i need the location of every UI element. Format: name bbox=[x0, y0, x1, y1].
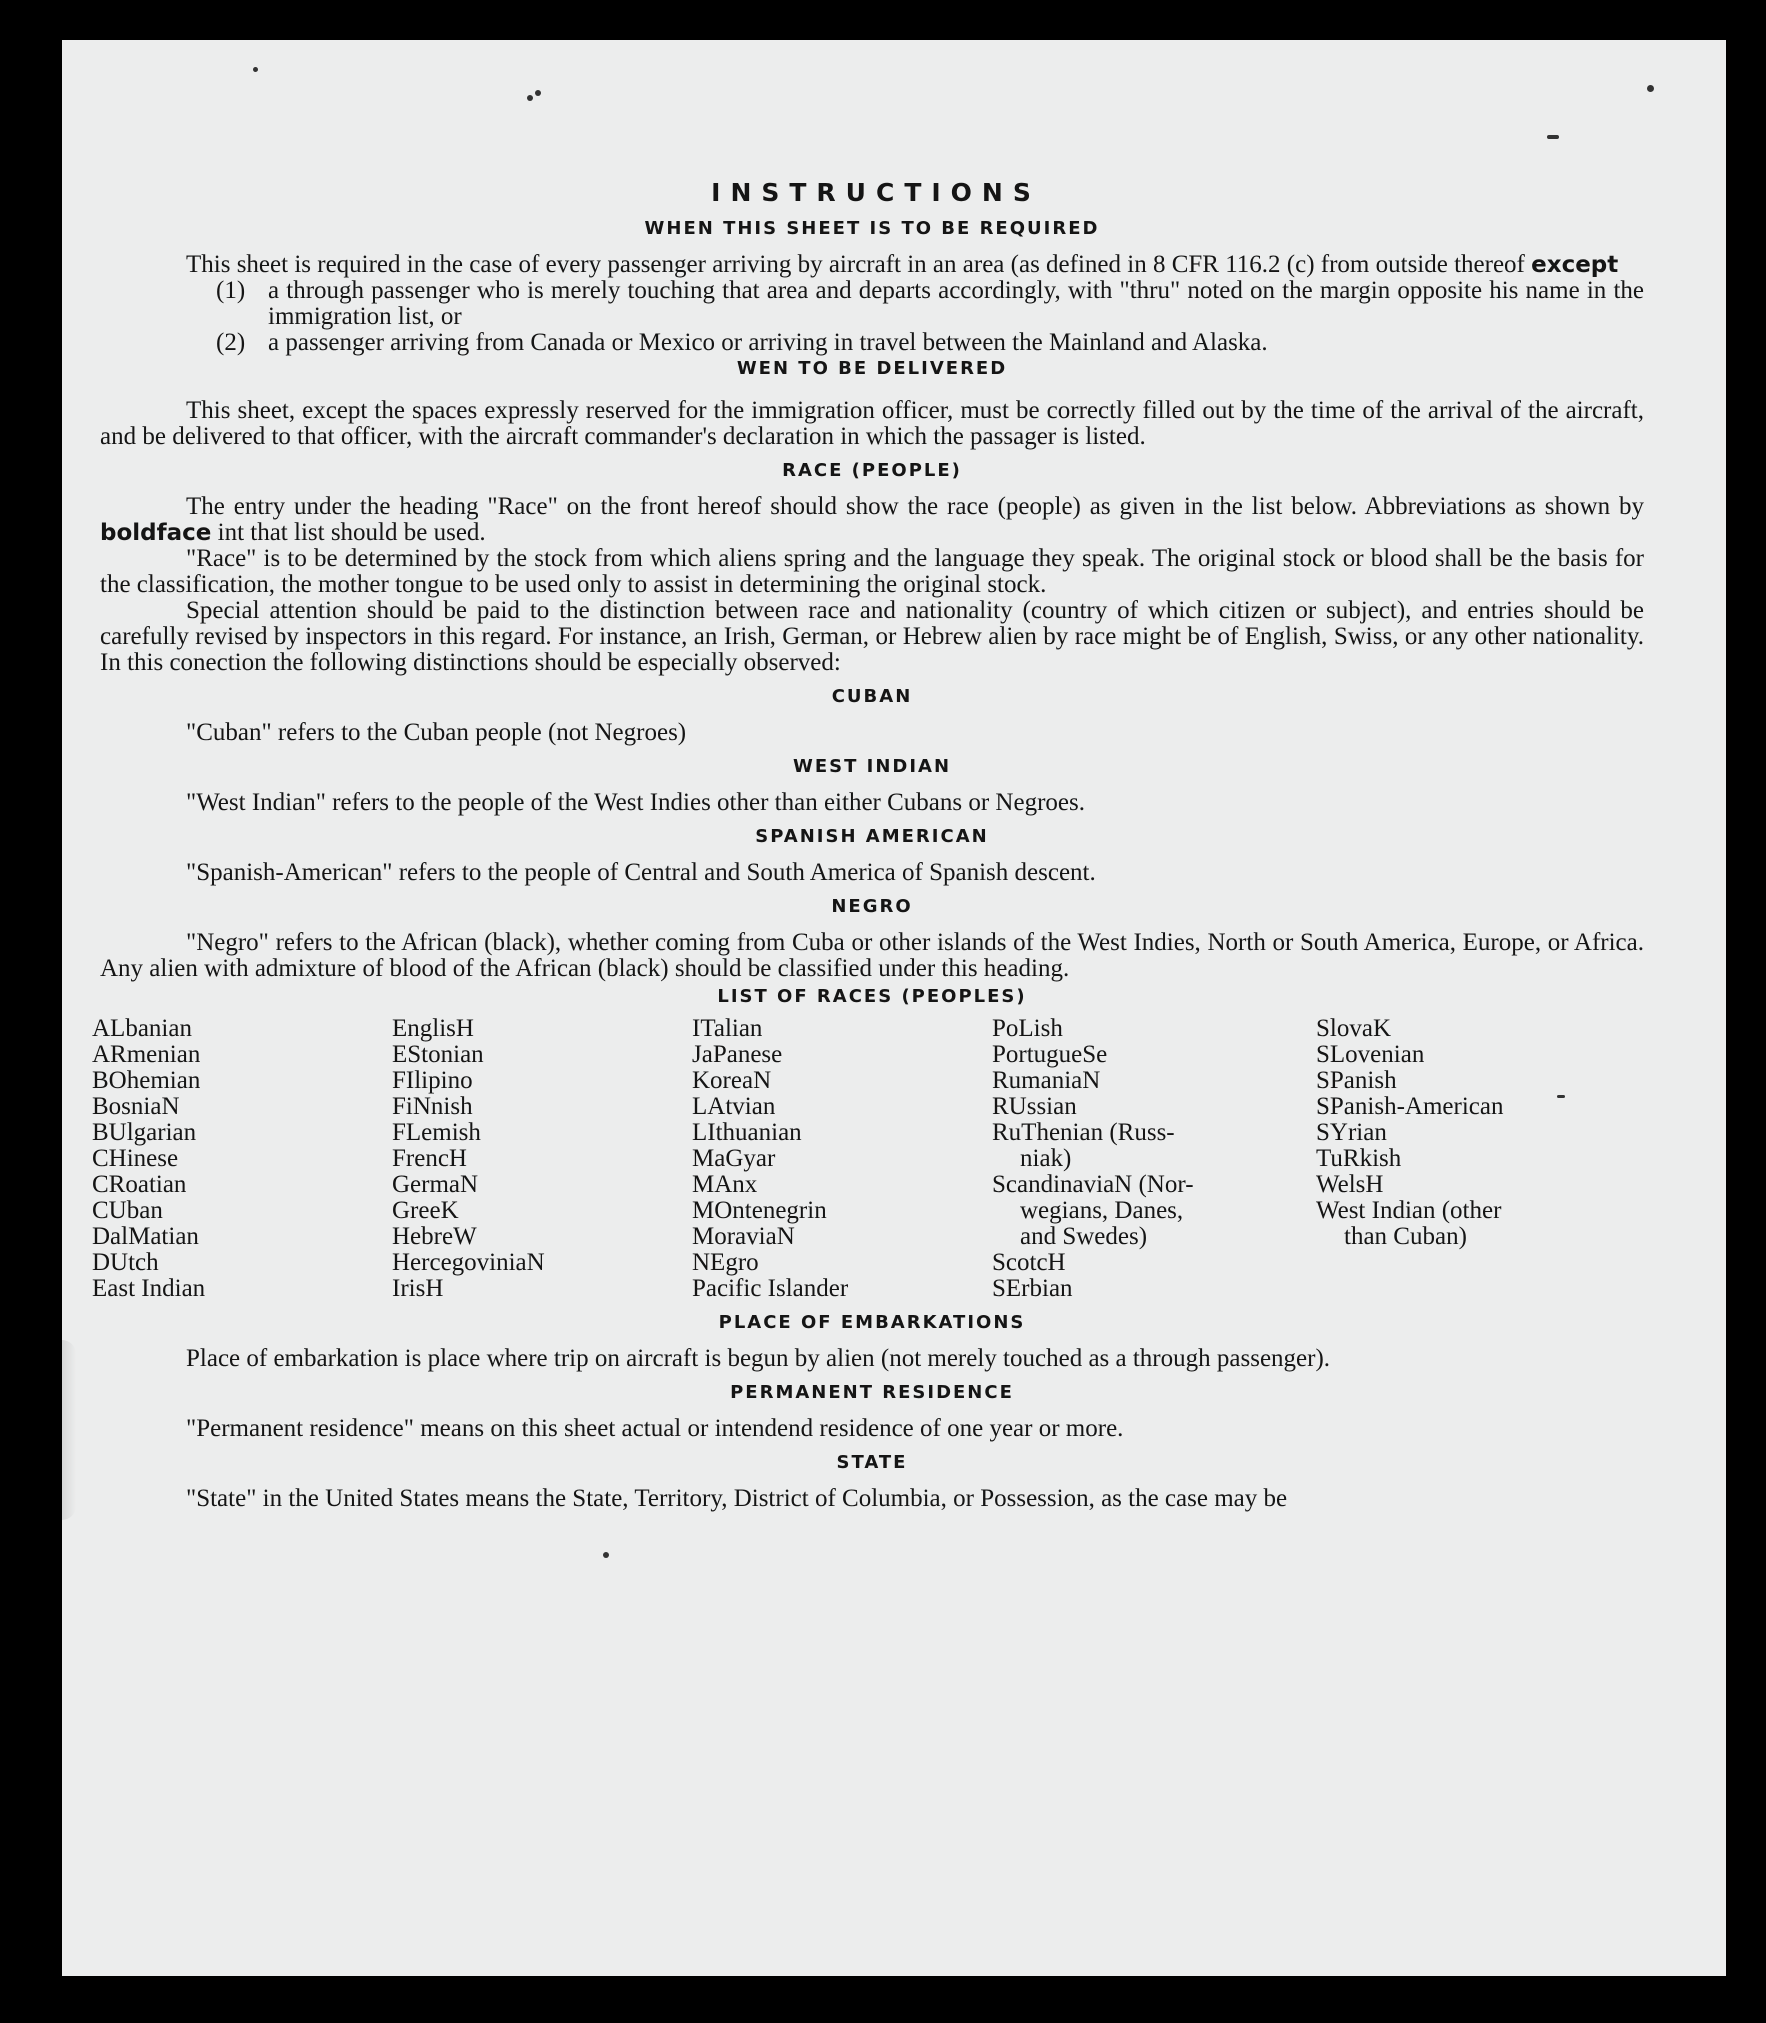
race-list-item: JaPanese bbox=[692, 1041, 783, 1068]
boldface-bold-text: boldface bbox=[100, 520, 212, 546]
race-list-item: BosniaN bbox=[92, 1093, 180, 1120]
race-list-item: FLemish bbox=[392, 1119, 481, 1146]
race-list-item: than Cuban) bbox=[1344, 1223, 1467, 1250]
race-list-item: HebreW bbox=[392, 1223, 477, 1250]
race-list-item: MOntenegrin bbox=[692, 1197, 827, 1224]
page-title: INSTRUCTIONS bbox=[711, 178, 1041, 207]
race-list-item: niak) bbox=[1020, 1145, 1072, 1172]
scan-speck bbox=[527, 95, 533, 101]
race-list-item: HercegoviniaN bbox=[392, 1249, 545, 1276]
embarkation-text: Place of embarkation is place where trip on aircraft is begun by alien (not merely touched as a through passenger). bbox=[186, 1345, 1331, 1372]
race-list-item: CHinese bbox=[92, 1145, 179, 1172]
race-list-item: West Indian (other bbox=[1316, 1197, 1502, 1224]
race-list-item: SPanish-American bbox=[1316, 1093, 1504, 1120]
race-list-item: MaGyar bbox=[692, 1145, 776, 1172]
race-list-item: SErbian bbox=[992, 1275, 1073, 1302]
race-list-item: SPanish bbox=[1316, 1067, 1397, 1094]
race-list-item: RumaniaN bbox=[992, 1067, 1101, 1094]
heading-west-indian: WEST INDIAN bbox=[792, 756, 952, 777]
race-list-item: ALbanian bbox=[92, 1015, 192, 1042]
race-list-item: WelsH bbox=[1316, 1171, 1384, 1198]
race-list-item: CRoatian bbox=[92, 1171, 187, 1198]
scan-speck bbox=[1547, 135, 1559, 139]
race-list-item: DUtch bbox=[92, 1249, 159, 1276]
race-list-item: FrencH bbox=[392, 1145, 467, 1172]
instructions-content bbox=[92, 178, 1644, 1512]
race-paragraph-2: "Race" is to be determined by the stock from which aliens spring and the language they speak. The original stock or blood shall be the basis for the classification, the mother tongue to be used only to assist in determining the original stock. bbox=[100, 545, 1644, 598]
race-list-item: CUban bbox=[92, 1197, 163, 1224]
race-list-item: FIlipino bbox=[392, 1067, 473, 1094]
paper-fold-shadow bbox=[62, 1340, 76, 1520]
west-indian-text: "West Indian" refers to the people of the West Indies other than either Cubans or Negroes. bbox=[186, 789, 1085, 816]
race-list-item: East Indian bbox=[92, 1275, 206, 1302]
scan-speck bbox=[535, 90, 541, 96]
race-list-item: DalMatian bbox=[92, 1223, 199, 1250]
race-paragraph-3: Special attention should be paid to the distinction between race and nationality (country of which citizen or subject), and entries should be carefully revised by inspectors in this regard. For instance, an Irish, German, or Hebrew alien by race might be of English, Swiss, or any other nationality. In this conection the following distinctions should be especially observed: bbox=[100, 597, 1644, 676]
races-column-4 bbox=[992, 1016, 1316, 1302]
races-list bbox=[92, 1016, 1644, 1302]
document-sheet bbox=[62, 40, 1726, 1976]
spanish-american-text: "Spanish-American" refers to the people of Central and South America of Spanish descent. bbox=[186, 859, 1096, 886]
heading-permanent-residence: PERMANENT RESIDENCE bbox=[730, 1382, 1014, 1403]
race-list-item: RUssian bbox=[992, 1093, 1077, 1120]
scan-speck bbox=[603, 1552, 609, 1558]
negro-text: "Negro" refers to the African (black), whether coming from Cuba or other islands of the West Indies, North or South America, Europe, or Africa. Any alien with admixture of blood of the African (black) should be classified under this heading. bbox=[100, 929, 1644, 982]
race-list-item: ScotcH bbox=[992, 1249, 1066, 1276]
when-required-intro: This sheet is required in the case of every passenger arriving by aircraft in an area (as defined in 8 CFR 116.2 (c) from outside thereof except bbox=[186, 251, 1619, 278]
races-column-2 bbox=[392, 1016, 692, 1302]
cuban-text: "Cuban" refers to the Cuban people (not Negroes) bbox=[186, 719, 687, 746]
race-list-item: MAnx bbox=[692, 1171, 758, 1198]
state-text: "State" in the United States means the State, Territory, District of Columbia, or Possession, as the case may be bbox=[186, 1485, 1288, 1512]
exception-item-2: (2) a passenger arriving from Canada or Mexico or arriving in travel between the Mainland and Alaska. bbox=[216, 329, 1268, 356]
except-bold-text: except bbox=[1531, 252, 1619, 278]
race-list-item: BOhemian bbox=[92, 1067, 201, 1094]
heading-spanish-american: SPANISH AMERICAN bbox=[755, 826, 989, 847]
race-list-item: EStonian bbox=[392, 1041, 484, 1068]
heading-negro: NEGRO bbox=[831, 896, 913, 917]
race-list-item: BUlgarian bbox=[92, 1119, 197, 1146]
scan-speck bbox=[253, 67, 258, 72]
race-list-item: IrisH bbox=[392, 1275, 444, 1302]
race-list-item: SLovenian bbox=[1316, 1041, 1425, 1068]
race-list-item: wegians, Danes, bbox=[1020, 1197, 1184, 1224]
race-list-item: LIthuanian bbox=[692, 1119, 802, 1146]
race-list-item: ARmenian bbox=[92, 1041, 201, 1068]
race-list-item: TuRkish bbox=[1316, 1145, 1402, 1172]
heading-when-delivered: WEN TO BE DELIVERED bbox=[736, 358, 1008, 379]
race-list-item: SlovaK bbox=[1316, 1015, 1391, 1042]
race-list-item: NEgro bbox=[692, 1249, 759, 1276]
race-paragraph-1: The entry under the heading "Race" on the front hereof should show the race (people) as given in the list below. Abbreviations as shown by boldface int that list should be used. bbox=[100, 493, 1644, 546]
race-list-item: EnglisH bbox=[392, 1015, 474, 1042]
races-column-5 bbox=[1316, 1016, 1616, 1302]
race-list-item: GreeK bbox=[392, 1197, 459, 1224]
scan-speck bbox=[1647, 85, 1654, 92]
heading-when-required: WHEN THIS SHEET IS TO BE REQUIRED bbox=[644, 218, 1100, 239]
race-list-item: KoreaN bbox=[692, 1067, 772, 1094]
race-list-item: Pacific Islander bbox=[692, 1275, 849, 1302]
race-list-item: and Swedes) bbox=[1020, 1223, 1148, 1250]
race-list-item: ITalian bbox=[692, 1015, 763, 1042]
when-delivered-text: This sheet, except the spaces expressly reserved for the immigration officer, must be correctly filled out by the time of the arrival of the aircraft, and be delivered to that officer, with the aircraft commander's declaration in which the passager is listed. bbox=[100, 397, 1644, 450]
race-list-item: MoraviaN bbox=[692, 1223, 795, 1250]
races-column-3 bbox=[692, 1016, 992, 1302]
heading-race: RACE (PEOPLE) bbox=[782, 460, 962, 481]
race-list-item: LAtvian bbox=[692, 1093, 776, 1120]
race-list-item: PoLish bbox=[992, 1015, 1063, 1042]
races-column-1 bbox=[92, 1016, 392, 1302]
race-list-item: GermaN bbox=[392, 1171, 479, 1198]
race-list-item: RuThenian (Russ- bbox=[992, 1119, 1175, 1146]
permanent-residence-text: "Permanent residence" means on this sheet actual or intendend residence of one year or more. bbox=[186, 1415, 1124, 1442]
race-list-item: ScandinaviaN (Nor- bbox=[992, 1171, 1194, 1198]
race-list-item: SYrian bbox=[1316, 1119, 1387, 1146]
exception-item-1: (1) a through passenger who is merely touching that area and departs accordingly, with "thru" noted on the margin opposite his name in the immigration list, or bbox=[216, 277, 1644, 330]
heading-list-of-races: LIST OF RACES (PEOPLES) bbox=[717, 986, 1027, 1007]
heading-embarkation: PLACE OF EMBARKATIONS bbox=[718, 1312, 1026, 1333]
race-list-item: FiNnish bbox=[392, 1093, 473, 1120]
heading-state: STATE bbox=[836, 1452, 908, 1473]
heading-cuban: CUBAN bbox=[831, 686, 913, 707]
race-list-item: PortugueSe bbox=[992, 1041, 1108, 1068]
